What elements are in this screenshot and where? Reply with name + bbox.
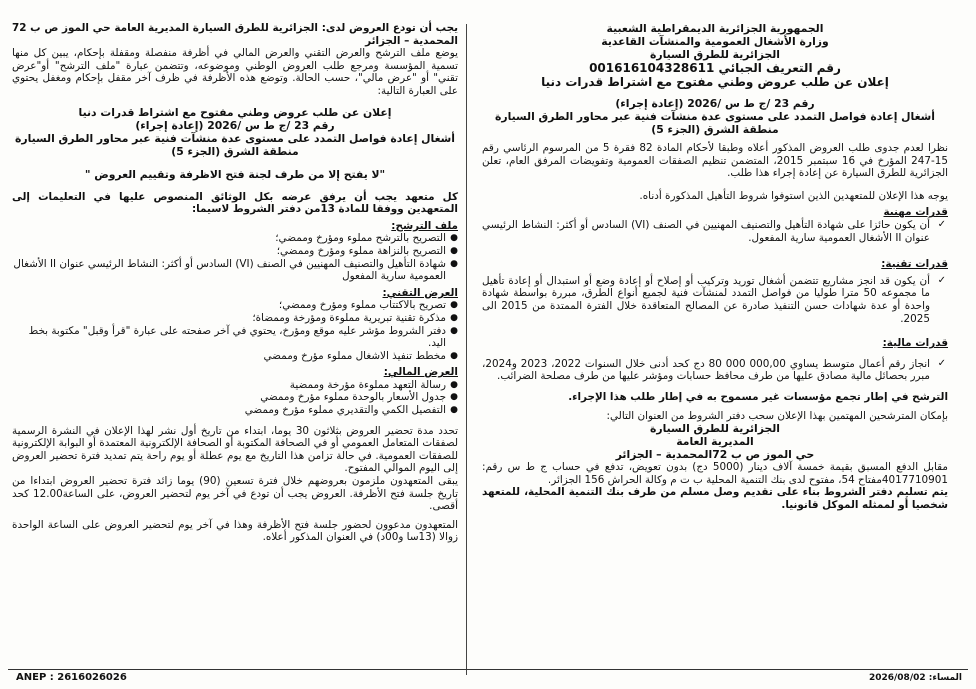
technical-offer-title: العرض التقني: (382, 286, 458, 299)
preparation-period-paragraph: تحدد مدة تحضير العروض بثلاثون 30 يوما، ابتداء من تاريخ أول نشر لهذا الإعلان في النشرة الرسمية لصفقات المتعامل العمومي أو في الصحافة المكتوبة أو الصحافة الإلكترونية المعتمدة أو البوابة الإلكترونية للصفقات العمومية. في حالة تزامن هذا التاريخ مع يوم عطلة أو يوم راحة يتم تمديد فترة تحضير العروض إلى اليوم الموالي المفتوح. (12, 424, 458, 475)
bullet-icon: ● (450, 300, 458, 311)
do-not-open-notice: "لا يفتح إلا من طرف لجنة فتح الاظرفة وتقييم العروض " (84, 167, 386, 181)
envelope-project: أشغال إعادة فواصل التمدد على مستوى عدة منشآت فنية عبر محاور الطرق السيارة (14, 131, 455, 145)
bullet-icon: ● (450, 245, 458, 256)
agency-header: الجزائرية للطرق السيارة (650, 48, 780, 61)
left-column (12, 22, 458, 667)
financial-item: ✓ انجاز رقم أعمال متوسط يساوي 000,00 000 80 دج كحد أدنى خلال السنوات 2022، 2023 و2024، مبرر بحصائل مالية مصادق عليها من طرف محافظ حسابات ومؤشر عليها من طرف مصلحة الضرائب. (482, 357, 946, 383)
list-item: ● مذكرة تقنية تبريرية مملوءة ومؤرخة وممضاة؛ (252, 311, 458, 324)
bullet-icon: ● (450, 392, 458, 403)
list-item: ● جدول الأسعار بالوحدة مملوء مؤرخ وممضي (260, 391, 458, 404)
check-icon: ✓ (937, 357, 946, 369)
financial-offer-title: العرض المالي: (383, 366, 458, 379)
intro-paragraph: نظرا لعدم جدوى طلب العروض المذكور أعلاه وطبقا لأحكام المادة 82 فقرة 5 من المرسوم الرئاسي رقم 15-247 المؤرخ في 16 سبتمبر 2015، المتضمن تنظيم الصفقات العمومية وتفويضات المرفق العام، تعلن الجزائرية للطرق السيارة عن إعادة إجراء هذا طلب. (482, 142, 948, 180)
withdraw-paragraph: بإمكان المترشحين المهتمين بهذا الإعلان سحب دفتر الشروط من العنوان التالي: (606, 409, 948, 422)
delivery-paragraph: يتم تسليم دفتر الشروط بناء على تقديم وصل مسلم من طرف بنك التنمية المحلية، للمتعهد شخصيا أو لممثله الموكل قانونيا. (482, 486, 948, 511)
list-item: ● التفصيل الكمي والتقديري مملوء مؤرخ وممضي (244, 404, 458, 417)
bullet-icon: ● (450, 405, 458, 416)
check-icon: ✓ (937, 218, 946, 230)
target-paragraph: يوجه هذا الإعلان للمتعهدين الذين استوفوا شروط التأهيل المذكورة أدناه. (639, 189, 948, 202)
grouping-note: الترشح في إطار تجمع مؤسسات غير مسموح به في إطار طلب هذا الإجراء. (568, 390, 948, 403)
bullet-icon: ● (450, 325, 458, 336)
anep-code: ANEP : 2616026026 (16, 672, 127, 683)
tax-id: رقم التعريف الجبائي 001616104328611 (589, 61, 841, 75)
technical-title: قدرات تقنية: (881, 258, 948, 271)
envelope-announcement: إعلان عن طلب عروض وطني مفتوح مع اشتراط قدرات دنيا (78, 105, 392, 119)
bullet-icon: ● (450, 258, 458, 269)
envelope-paragraph: يوضع ملف الترشح والعرض التقني والعرض المالي في أظرفة منفصلة ومقفلة بإحكام، يبين كل منها تسمية المؤسسة ومرجع طلب العروض الوطني وموضوعه، وتتضمن عبارة "ملف الترشح" أو"عرض تقني" أو "عرض مالي"، حسب الحالة. وتوضع هذه الأظرفة في ظرف آخر مقفل بإحكام ومغفل يحتوي على العبارة التالية: (12, 47, 458, 97)
list-item: ● التصريح بالنزاهة مملوء ومؤرخ وممضي؛ (276, 244, 458, 257)
address-department: المديرية العامة (676, 435, 754, 449)
bullet-icon: ● (450, 233, 458, 244)
list-item: ● شهادة التأهيل والتصنيف المهنيين في الصنف (VI) السادس أو أكثر: النشاط الرئيسي عنوان II الأشغال العمومية سارية المفعول (13, 257, 458, 283)
bullet-icon: ● (450, 350, 458, 361)
project-title: أشغال إعادة فواصل التمدد على مستوى عدة منشآت فنية عبر محاور الطرق السيارة (494, 110, 935, 123)
required-documents-intro: كل متعهد يجب أن يرفق عرضه بكل الوثائق المنصوص عليها في التعليمات إلى المتعهدين ووفقا للمادة 13من دفتر الشروط لاسيما: (12, 190, 458, 216)
financial-title: قدرات مالية: (882, 337, 948, 350)
payment-paragraph: مقابل الدفع المسبق بقيمة خمسة آلاف دينار (5000 دج) بدون تعويض، تدفع في حساب ج ط س رقم: 4017710901مفتاح 54، مفتوح لدى بنك التنمية المحلية ب ت م وكالة الحراش 156 الجزائر. (482, 461, 948, 486)
validity-paragraph: يبقى المتعهدون ملزمون بعروضهم خلال فترة تسعين (90) يوما زائد فترة تحضير العروض ابتداءا من تاريخ جلسة فتح الأظرفة. العروض يجب أن تودع في آخر يوم لتحضير العروض، على الساعة12.00 كحد أقصى. (12, 475, 459, 513)
professional-item: ✓ أن يكون حائزا على شهادة التأهيل والتصنيف المهنيين في الصنف (VI) السادس أو أكثر: النشاط الرئيسي عنوان II الأشغال العمومية سارية المفعول. (482, 218, 946, 244)
republic-header: الجمهورية الجزائرية الديمقراطية الشعبية (606, 22, 824, 35)
envelope-region: منطقة الشرق (الجزء 5) (171, 144, 299, 158)
list-item: ● دفتر الشروط مؤشر عليه موقع ومؤرخ، يحتوي في آخر صفحته على عبارة "قرأ وقبل" مكتوبة بخط اليد. (28, 324, 458, 350)
right-column (482, 22, 948, 667)
publication-date: المساء: 2026/08/02 (868, 673, 962, 683)
deposit-paragraph: يجب أن تودع العروض لدى: الجزائرية للطرق السيارة المديرية العامة حي الموز ص ب 72 المحمدية – الجزائر (12, 22, 458, 47)
column-divider (466, 24, 467, 675)
announcement-title: إعلان عن طلب عروض وطني مفتوح مع اشتراط قدرات دنيا (541, 75, 889, 89)
list-item: ● مخطط تنفيذ الاشغال مملوء مؤرخ وممضي (263, 349, 458, 362)
opening-session-paragraph: المتعهدون مدعوون لحضور جلسة فتح الأظرفة وهذا في آخر يوم لتحضير العروض على الساعة الواحدة زوالا (13سا و00د) في العنوان المذكور أعلاه. (12, 518, 458, 544)
bullet-icon: ● (450, 312, 458, 323)
reference-number: رقم 23 /ج ط س /2026 (إعادة إجراء) (615, 97, 815, 110)
address-organization: الجزائرية للطرق السيارة (650, 422, 780, 436)
list-item: ● تصريح بالاكتتاب مملوء ومؤرخ وممضي؛ (278, 299, 458, 312)
technical-item: ✓ أن يكون قد انجز مشاريع تتضمن أشغال توريد وتركيب أو إصلاح أو إعادة وضع أو استبدال أو إعادة تأهيل ما مجموعه 50 مترا طوليا من فواصل التمدد لمنشآت فنية لجميع أنواع الطرق، مبررة بواسطة شهادة واحدة أو عدة شهادات حسن التنفيذ صادرة عن المصالح المتعاقدة خلال الفترة الممتدة من 2015 الى 2025. (482, 274, 946, 325)
bottom-rule (8, 669, 968, 670)
professional-title: قدرات مهنية (883, 206, 948, 219)
candidacy-title: ملف الترشح: (391, 219, 458, 232)
region-label: منطقة الشرق (الجزء 5) (651, 123, 779, 136)
envelope-reference: رقم 23 /ج ط س /2026 (إعادة إجراء) (135, 118, 335, 132)
check-icon: ✓ (937, 274, 946, 286)
bullet-icon: ● (450, 379, 458, 390)
ministry-header: وزارة الأشغال العمومية والمنشآت القاعدية (601, 35, 829, 48)
list-item: ● رسالة التعهد مملوءة مؤرخة وممضية (289, 378, 458, 391)
list-item: ● التصريح بالترشح مملوء ومؤرخ وممضي؛ (275, 232, 458, 245)
address-city: حي الموز ص ب 72المحمدية – الجزائر (615, 448, 815, 462)
